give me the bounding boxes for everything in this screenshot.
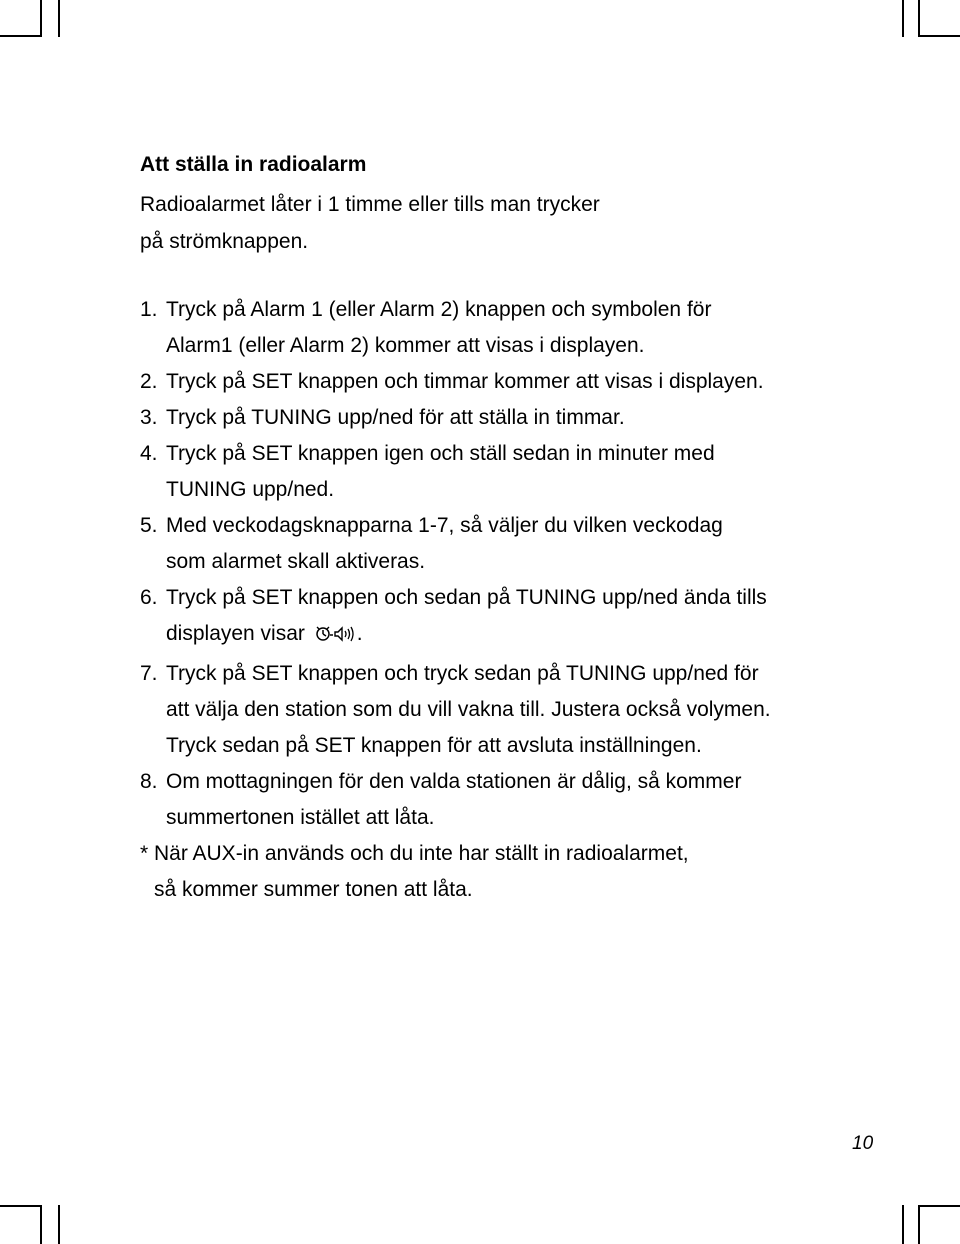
step-item [140,508,900,580]
step-line: Med veckodagsknapparna 1-7, så väljer du vilken veckodag [166,514,723,537]
step-line: Tryck på Alarm 1 (eller Alarm 2) knappen och symbolen för [166,298,712,321]
step-number: 4. [140,442,158,465]
step-line: Tryck på SET knappen och tryck sedan på TUNING upp/ned för [166,662,759,685]
step-line: summertonen istället att låta. [166,806,435,829]
step-item [140,400,900,436]
step-number: 6. [140,586,158,609]
step-line: Alarm1 (eller Alarm 2) kommer att visas i displayen. [166,334,645,357]
step-number: 8. [140,770,158,793]
step-line: TUNING upp/ned. [166,478,335,501]
crop-mark [902,0,904,37]
intro-line: på strömknappen. [140,230,309,253]
steps-list [140,292,900,836]
step-number: 7. [140,662,158,685]
crop-mark [58,1205,60,1244]
crop-mark [918,0,920,37]
step-number: 3. [140,406,158,429]
crop-mark [58,0,60,37]
step-line: att välja den station som du vill vakna till. Justera också volymen. [166,698,771,721]
crop-mark [918,35,960,37]
step-item [140,436,900,508]
step-number: 5. [140,514,158,537]
document-body [140,150,900,908]
section-title: Att ställa in radioalarm [140,153,367,176]
step-line-with-icon [166,616,900,656]
step-item [140,764,900,836]
page-number: 10 [852,1133,874,1154]
step-number: 1. [140,298,158,321]
step-line: displayen visar [166,622,305,645]
crop-mark [902,1205,904,1244]
crop-mark [40,0,42,37]
step-line: Tryck sedan på SET knappen för att avsluta inställningen. [166,734,702,757]
step-item [140,292,900,364]
step-number: 2. [140,370,158,393]
crop-mark [0,35,42,37]
step-line: Om mottagningen för den valda stationen är dålig, så kommer [166,770,742,793]
step-line: Tryck på SET knappen och sedan på TUNING upp/ned ända tills [166,586,767,609]
radio-alarm-icon [315,620,357,656]
step-item [140,364,900,400]
crop-mark [918,1205,960,1207]
footnote-line: så kommer summer tonen att låta. [154,878,473,901]
step-line-suffix: . [356,622,363,645]
footnote-star: * [140,842,149,865]
footnote [140,836,900,908]
footnote-line: När AUX-in används och du inte har ställt in radioalarmet, [154,842,689,865]
intro-line: Radioalarmet låter i 1 timme eller tills man trycker [140,193,600,216]
step-line: Tryck på SET knappen och timmar kommer att visas i displayen. [166,370,764,393]
crop-mark [0,1205,42,1207]
crop-mark [40,1205,42,1244]
intro-paragraph [140,186,900,260]
step-item [140,656,900,764]
step-item [140,580,900,656]
step-line: som alarmet skall aktiveras. [166,550,426,573]
step-line: Tryck på TUNING upp/ned för att ställa in timmar. [166,406,625,429]
step-line: Tryck på SET knappen igen och ställ sedan in minuter med [166,442,715,465]
crop-mark [918,1205,920,1244]
